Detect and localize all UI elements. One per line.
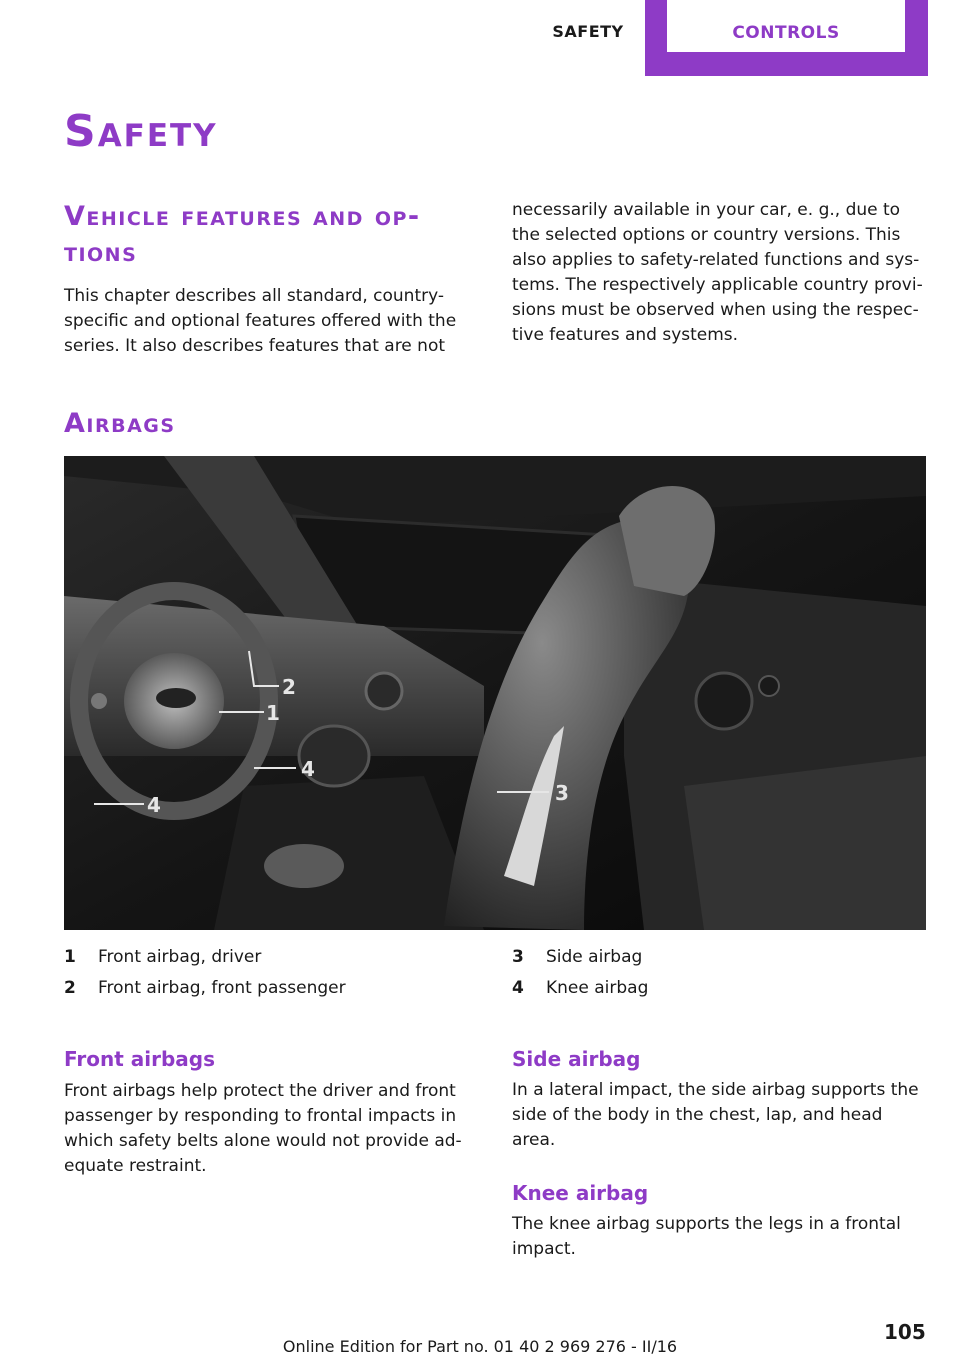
text-line: area.	[512, 1130, 556, 1150]
side-airbag-text	[512, 1078, 932, 1153]
vehicle-features-heading-line-1: Vehicle features and op‐	[64, 201, 421, 232]
text-line: necessarily available in your car, e. g., due to	[512, 200, 901, 220]
text-line: tive features and systems.	[512, 325, 739, 345]
knee-airbag-text	[512, 1212, 932, 1262]
callout-2: 2	[282, 675, 296, 699]
text-line: In a lateral impact, the side airbag supports the	[512, 1080, 919, 1100]
legend-number: 3	[512, 947, 524, 967]
page-number: 105	[884, 1320, 926, 1344]
text-line: series. It also describes features that are not	[64, 336, 446, 356]
legend-label: Knee airbag	[546, 978, 649, 998]
header-tab-controls[interactable]	[645, 0, 928, 76]
legend-label: Side airbag	[546, 947, 643, 967]
vehicle-features-heading-line-2: tions	[64, 237, 138, 268]
text-line: passenger by responding to frontal impacts in	[64, 1106, 457, 1126]
callout-4-driver: 4	[147, 793, 161, 817]
legend-number: 1	[64, 947, 76, 967]
callout-4-passenger: 4	[301, 757, 315, 781]
text-line: impact.	[512, 1239, 576, 1259]
callout-1: 1	[266, 701, 280, 725]
text-line: specific and optional features offered with the	[64, 311, 457, 331]
text-line: This chapter describes all standard, country-	[64, 286, 444, 306]
text-line: sions must be observed when using the respec‐	[512, 300, 919, 320]
legend-label: Front airbag, driver	[98, 947, 262, 967]
front-airbags-text	[64, 1079, 484, 1179]
car-interior-illustration	[64, 456, 926, 930]
airbags-heading: Airbags	[64, 408, 176, 439]
text-line: tems. The respectively applicable country provi‐	[512, 275, 923, 295]
legend-number: 2	[64, 978, 76, 998]
vehicle-features-heading	[64, 199, 484, 271]
vehicle-features-text-right	[512, 198, 932, 348]
legend-label: Front airbag, front passenger	[98, 978, 346, 998]
vehicle-features-text-left	[64, 284, 484, 359]
text-line: equate restraint.	[64, 1156, 207, 1176]
footer-edition: Online Edition for Part no. 01 40 2 969 276 - II/16	[282, 1337, 678, 1356]
page-title: Safety	[64, 106, 218, 157]
text-line: which safety belts alone would not provide ad‐	[64, 1131, 462, 1151]
front-airbags-heading: Front airbags	[64, 1047, 215, 1071]
knee-airbag-heading: Knee airbag	[512, 1181, 649, 1205]
airbags-figure	[64, 456, 926, 930]
side-airbag-heading: Side airbag	[512, 1047, 641, 1071]
text-line: side of the body in the chest, lap, and head	[512, 1105, 883, 1125]
text-line: the selected options or country versions. This	[512, 225, 901, 245]
header-tab-controls-label: CONTROLS	[667, 0, 905, 52]
text-line: also applies to safety-related functions and sys‐	[512, 250, 920, 270]
header-tab-safety[interactable]: SAFETY	[552, 22, 624, 41]
callout-3: 3	[555, 781, 569, 805]
text-line: The knee airbag supports the legs in a frontal	[512, 1214, 901, 1234]
legend-number: 4	[512, 978, 524, 998]
text-line: Front airbags help protect the driver and front	[64, 1081, 456, 1101]
